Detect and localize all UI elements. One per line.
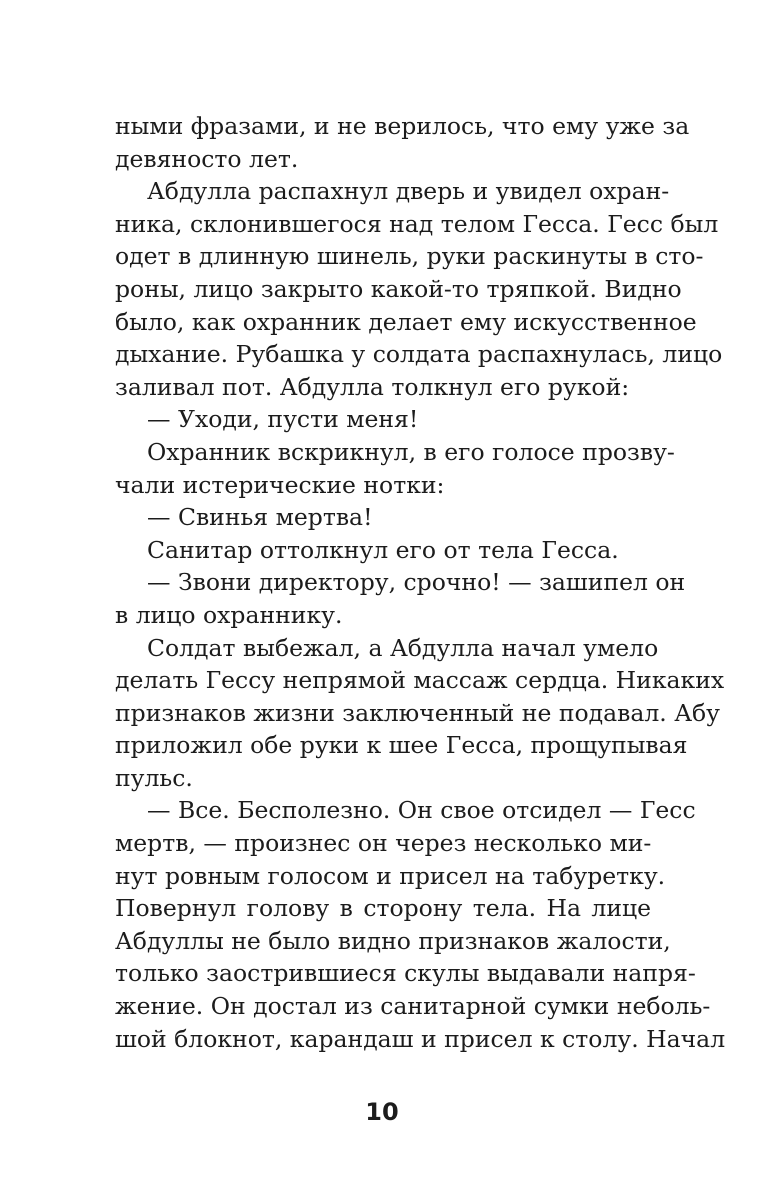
text-line: мертв, — произнес он через несколько ми- bbox=[115, 829, 652, 858]
paragraph-start-line: Абдулла распахнул дверь и увидел охран- bbox=[147, 177, 670, 206]
text-line: заливал пот. Абдулла толкнул его рукой: bbox=[115, 372, 630, 401]
body-text bbox=[115, 110, 726, 1055]
text-line: жение. Он достал из санитарной сумки неболь- bbox=[115, 992, 711, 1021]
text-line: роны, лицо закрыто какой-то тряпкой. Видно bbox=[115, 274, 682, 303]
paragraph-start-line: Охранник вскрикнул, в его голосе прозву- bbox=[147, 437, 675, 466]
text-line: приложил обе руки к шее Гесса, прощупывая bbox=[115, 731, 688, 760]
text-line: ника, склонившегося над телом Гесса. Гесс был bbox=[115, 209, 719, 238]
text-line: дыхание. Рубашка у солдата распахнулась, лицо bbox=[115, 340, 723, 369]
text-line: шой блокнот, карандаш и присел к столу. Начал bbox=[115, 1024, 726, 1053]
text-line: ными фразами, и не верилось, что ему уже за bbox=[115, 112, 690, 140]
text-line: нут ровным голосом и присел на табуретку. bbox=[115, 861, 666, 890]
text-line: в лицо охраннику. bbox=[115, 600, 343, 629]
text-line: было, как охранник делает ему искусственное bbox=[115, 307, 697, 336]
text-line: делать Гессу непрямой массаж сердца. Никаких bbox=[115, 666, 725, 695]
dialogue-line: — Уходи, пусти меня! bbox=[147, 405, 419, 434]
dialogue-line: — Звони директору, срочно! — зашипел он bbox=[147, 568, 686, 597]
text-line: Абдуллы не было видно признаков жалости, bbox=[115, 926, 671, 955]
text-line: признаков жизни заключенный не подавал. Абу bbox=[115, 698, 721, 727]
dialogue-line: — Свинья мертва! bbox=[147, 503, 373, 532]
paragraph-start-line: Санитар оттолкнул его от тела Гесса. bbox=[147, 535, 619, 564]
text-line: Повернул голову в сторону тела. На лице bbox=[115, 894, 651, 923]
dialogue-line: — Все. Бесполезно. Он свое отсидел — Гесс bbox=[147, 796, 696, 825]
text-line: девяносто лет. bbox=[115, 144, 299, 173]
page-number: 10 bbox=[365, 1098, 399, 1126]
text-line: чали истерические нотки: bbox=[115, 470, 445, 499]
text-line: пульс. bbox=[115, 763, 193, 792]
text-line: только заострившиеся скулы выдавали напря- bbox=[115, 959, 696, 988]
text-line: одет в длинную шинель, руки раскинуты в сто- bbox=[115, 242, 704, 271]
paragraph-start-line: Солдат выбежал, а Абдулла начал умело bbox=[147, 633, 659, 662]
